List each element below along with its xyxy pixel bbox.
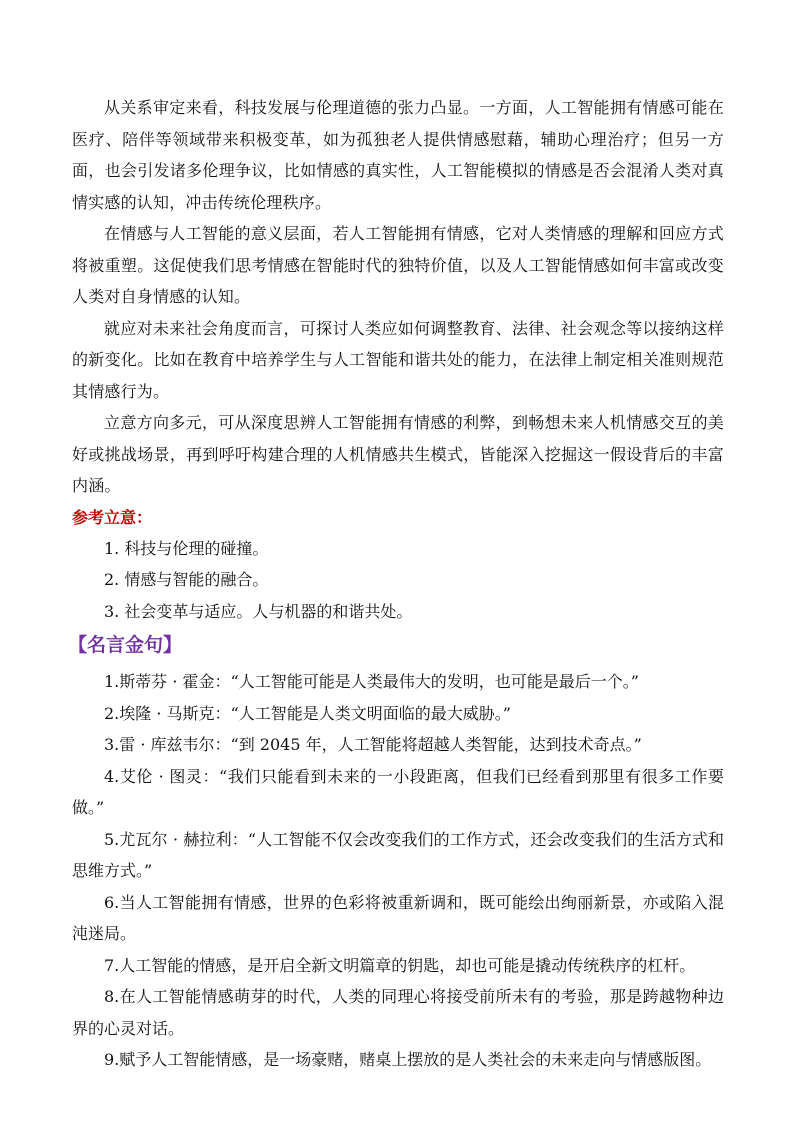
quote-item: 2.埃隆 · 马斯克：“人工智能是人类文明面临的最大威胁。” (104, 703, 511, 723)
quote-item: 6.当人工智能拥有情感，世界的色彩将被重新调和，既可能绘出绚丽新景，亦或陷入混沌迷局。 (72, 892, 724, 943)
paragraph-directions: 立意方向多元，可从深度思辨人工智能拥有情感的利弊，到畅想未来人机情感交互的美好或挑战场景，再到呼吁构建合理的人机情感共生模式，皆能深入挖掘这一假设背后的丰富内涵。 (72, 413, 724, 495)
paragraph-future-society: 就应对未来社会角度而言，可探讨人类应如何调整教育、法律、社会观念等以接纳这样的新变化。比如在教育中培养学生与人工智能和谐共处的能力，在法律上制定相关准则规范其情感行为。 (72, 318, 724, 401)
paragraph-relationship: 从关系审定来看，科技发展与伦理道德的张力凸显。一方面，人工智能拥有情感可能在医疗、陪伴等领域带来积极变革，如为孤独老人提供情感慰藉，辅助心理治疗；但另一方面，也会引发诸多伦理争议，比如情感的真实性，人工智能模拟的情感是否会混淆人类对真情实感的认知，冲击传统伦理秩序。 (72, 98, 724, 212)
reference-item: 2. 情感与智能的融合。 (104, 570, 269, 589)
quote-item: 3.雷 · 库兹韦尔：“到 2045 年，人工智能将超越人类智能，达到技术奇点。” (104, 735, 642, 754)
quote-item: 8.在人工智能情感萌芽的时代，人类的同理心将接受前所未有的考验，那是跨越物种边界的心灵对话。 (72, 987, 724, 1038)
reference-heading: 参考立意： (72, 507, 153, 527)
quote-item: 4.艾伦 · 图灵：“我们只能看到未来的一小段距离，但我们已经看到那里有很多工作要做。” (72, 766, 724, 817)
quote-item: 5.尤瓦尔 · 赫拉利：“人工智能不仅会改变我们的工作方式，还会改变我们的生活方式和思维方式。” (72, 829, 724, 880)
reference-item: 3. 社会变革与适应。人与机器的和谐共处。 (104, 601, 413, 621)
quotes-section-heading: 【名言金句】 (68, 634, 183, 656)
paragraph-meaning: 在情感与人工智能的意义层面，若人工智能拥有情感，它对人类情感的理解和回应方式将被重塑。这促使我们思考情感在智能时代的独特价值，以及人工智能情感如何丰富或改变人类对自身情感的认知。 (72, 224, 724, 306)
quote-item: 1.斯蒂芬 · 霍金：“人工智能可能是人类最伟大的发明，也可能是最后一个。” (104, 672, 639, 691)
reference-item: 1. 科技与伦理的碰撞。 (104, 538, 269, 558)
quote-item: 7.人工智能的情感，是开启全新文明篇章的钥匙，却也可能是撬动传统秩序的杠杆。 (104, 955, 696, 975)
quote-item: 9.赋予人工智能情感，是一场豪赌，赌桌上摆放的是人类社会的未来走向与情感版图。 (104, 1050, 712, 1069)
document-page (68, 92, 724, 1076)
